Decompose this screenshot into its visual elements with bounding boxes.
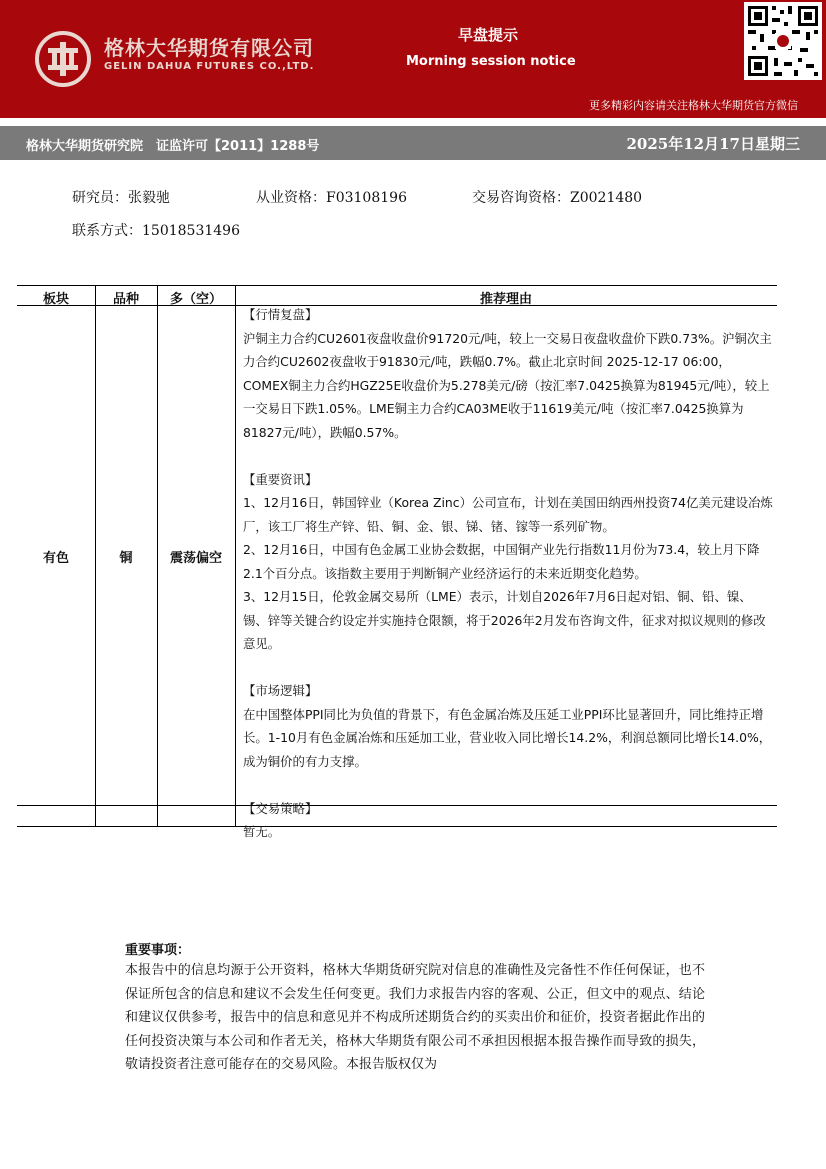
reason-news-item-3: 3、12月15日，伦敦金属交易所（LME）表示，计划自2026年7月6日起对铝、铜、铅、镍、锡、锌等关键合约设定并实施持仓限额，将于2026年2月发布咨询文件，征求对拟议规则的修改意见。 xyxy=(243,589,766,651)
reason-news-item-2: 2、12月16日，中国有色金属工业协会数据，中国铜产业先行指数11月份为73.4，较上月下降2.1个百分点。该指数主要用于判断铜产业经济运行的未来近期变化趋势。 xyxy=(243,542,760,581)
reason-spacer xyxy=(243,444,773,468)
brand-name-en: GELIN DAHUA FUTURES CO.,LTD. xyxy=(104,61,315,72)
qr-code-icon[interactable] xyxy=(744,2,822,80)
researcher-qualification: 从业资格：F03108196 xyxy=(256,190,407,206)
header-band xyxy=(0,0,826,118)
reason-news-item-1: 1、12月16日，韩国锌业（Korea Zinc）公司宣布，计划在美国田纳西州投资74亿美元建设冶炼厂，该工厂将生产锌、铅、铜、金、银、锑、锗、镓等一系列矿物。 xyxy=(243,495,773,534)
table-col-divider xyxy=(235,285,236,827)
researcher-name: 研究员：张毅驰 xyxy=(72,190,170,206)
brand-name-cn: 格林大华期货有限公司 xyxy=(104,36,314,60)
researcher-consult-qualification: 交易咨询资格：Z0021480 xyxy=(472,190,643,206)
cell-reason xyxy=(243,303,773,844)
company-logo-icon xyxy=(34,30,92,88)
cell-direction: 震荡偏空 xyxy=(169,551,222,566)
reason-paragraph-review: 沪铜主力合约CU2601夜盘收盘价91720元/吨，较上一交易日夜盘收盘价下跌0.73%。沪铜次主力合约CU2602夜盘收于91830元/吨，跌幅0.7%。截止北京时间 2025-12-17 06:00，COMEX铜主力合约HGZ25E收盘价为5.278美元/磅（按汇率7.0425换算为81945元/吨），较上一交易日下跌1.05%。LME铜主力合约CA03ME收于11619美元/吨（按汇率7.0425换算为81827元/吨），跌幅0.57%。 xyxy=(243,330,772,440)
follow-wechat-text: 更多精彩内容请关注格林大华期货官方微信 xyxy=(589,99,798,112)
reason-heading-news: 【重要资讯】 xyxy=(243,471,318,487)
header-reason: 推荐理由 xyxy=(479,292,532,307)
subheader-band xyxy=(0,126,826,160)
reason-paragraph-strategy: 暂无。 xyxy=(243,824,281,839)
header-variety: 品种 xyxy=(112,292,139,307)
reason-heading-logic: 【市场逻辑】 xyxy=(243,683,318,698)
researcher-contact: 联系方式：15018531496 xyxy=(72,223,240,239)
cell-sector: 有色 xyxy=(42,551,69,566)
reason-heading-strategy: 【交易策略】 xyxy=(243,800,318,816)
reason-spacer xyxy=(243,656,773,680)
header-sector: 板块 xyxy=(42,292,69,307)
disclaimer-text: 本报告中的信息均源于公开资料，格林大华期货研究院对信息的准确性及完备性不作任何保证，也不保证所包含的信息和建议不会发生任何变更。我们力求报告内容的客观、公正，但文中的观点、结论和建议仅供参考，报告中的信息和意见并不构成所述期货合约的买卖出价和征价，投资者据此作出的任何投资决策与本公司和作者无关，格林大华期货有限公司不承担因根据本报告操作而导致的损失，敬请投资者注意可能存在的交易风险。本报告版权仅为 xyxy=(125,963,705,1073)
cell-variety: 铜 xyxy=(119,551,133,566)
report-date: 2025年12月17日星期三 xyxy=(626,135,800,153)
recommendation-table xyxy=(17,285,777,839)
reason-paragraph-logic: 在中国整体PPI同比为负值的背景下，有色金属冶炼及压延工业PPI环比显著回升，同比维持正增长。1-10月有色金属冶炼和压延加工业，营业收入同比增长14.2%，利润总额同比增长14.0%，成为铜价的有力支撑。 xyxy=(243,706,772,769)
disclaimer-title: 重要事项： xyxy=(125,943,191,958)
notice-title-en: Morning session notice xyxy=(406,54,576,69)
institute-license: 格林大华期货研究院 证监许可【2011】1288号 xyxy=(26,139,320,154)
notice-title-cn: 早盘提示 xyxy=(457,26,518,44)
reason-spacer xyxy=(243,773,773,797)
reason-heading-review: 【行情复盘】 xyxy=(243,307,318,322)
header-direction: 多（空） xyxy=(169,292,222,307)
table-border-top xyxy=(17,285,777,286)
